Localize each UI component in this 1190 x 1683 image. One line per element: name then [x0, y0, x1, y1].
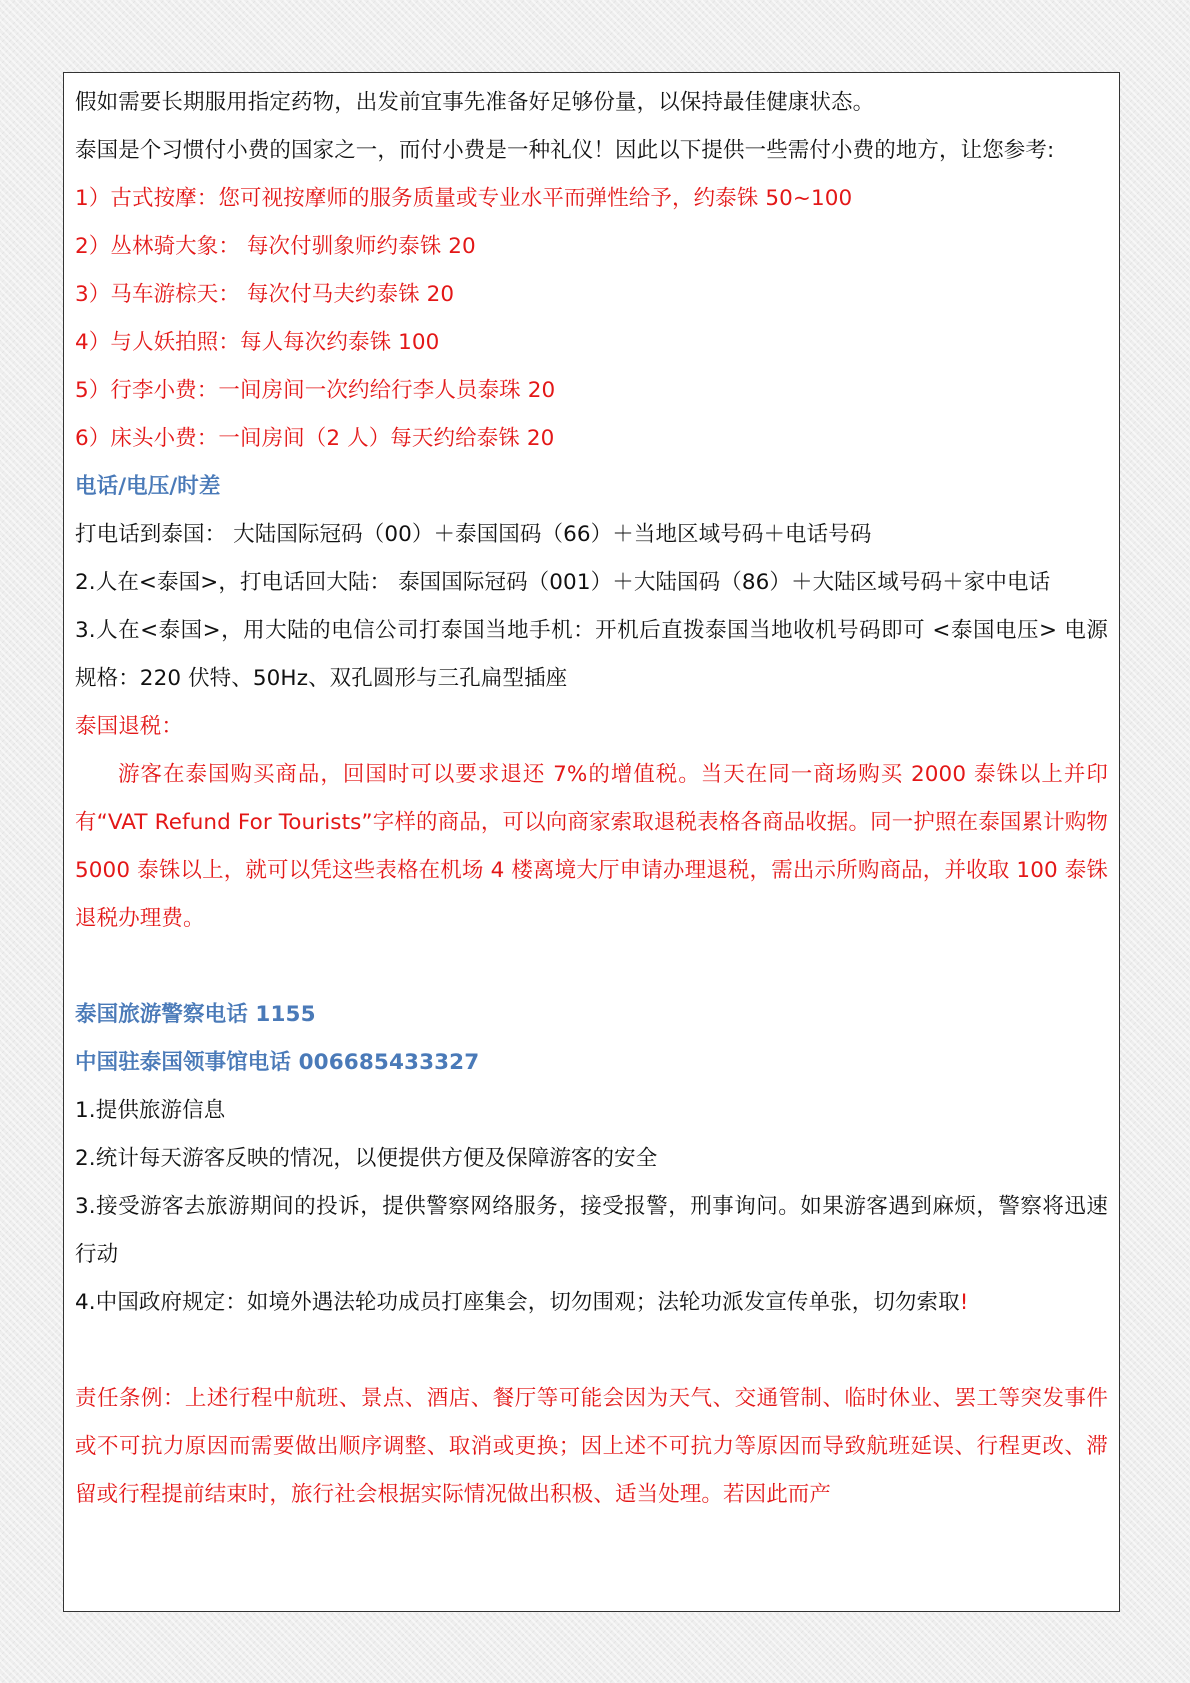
spacer: [75, 1327, 1108, 1375]
document-frame: [63, 72, 1120, 1612]
tip-item-luggage: 5）行李小费：一间房间一次约给行李人员泰珠 20: [75, 378, 556, 403]
medicine-note: 假如需要长期服用指定药物，出发前宜事先准备好足够份量，以保持最佳健康状态。: [75, 90, 875, 115]
spacer: [75, 943, 1108, 991]
tip-item-elephant: 2）丛林骑大象： 每次付驯象师约泰铢 20: [75, 234, 476, 259]
tip-item-massage: 1）古式按摩：您可视按摩师的服务质量或专业水平而弹性给予，约泰铢 50~100: [75, 186, 853, 211]
tax-heading: 泰国退税：: [75, 714, 184, 739]
service-item-4: [75, 1279, 1108, 1327]
exclamation-mark: !: [959, 1290, 969, 1315]
tip-item-photo: 4）与人妖拍照：每人每次约泰铢 100: [75, 330, 440, 355]
phone-heading: 电话/电压/时差: [75, 474, 221, 499]
tip-item-carriage: 3）马车游棕天： 每次付马夫约泰铢 20: [75, 282, 455, 307]
service-item-2: 2.统计每天游客反映的情况，以便提供方便及保障游客的安全: [75, 1146, 658, 1171]
tip-item-bedside: 6）床头小费：一间房间（2 人）每天约给泰铢 20: [75, 426, 555, 451]
service-item-3: 3.接受游客去旅游期间的投诉，提供警察网络服务，接受报警，刑事询问。如果游客遇到麻烦，警察将迅速行动: [75, 1194, 1108, 1267]
service-item-4-text: 4.中国政府规定：如境外遇法轮功成员打座集会，切勿围观；法轮功派发宣传单张，切勿索取: [75, 1290, 960, 1315]
phone-line-1: 打电话到泰国： 大陆国际冠码（00）＋泰国国码（66）＋当地区域号码＋电话号码: [75, 522, 872, 547]
police-heading: 泰国旅游警察电话 1155: [75, 1002, 316, 1027]
phone-line-2: 2.人在<泰国>，打电话回大陆： 泰国国际冠码（001）＋大陆国码（86）＋大陆区域号码＋家中电话: [75, 570, 1051, 595]
tax-body: 游客在泰国购买商品，回国时可以要求退还 7%的增值税。当天在同一商场购买 2000 泰铢以上并印有“VAT Refund For Tourists”字样的商品，可以向商家索取退税表格各商品收据。同一护照在泰国累计购物 5000 泰铢以上，就可以凭这些表格在机场 4 楼离境大厅申请办理退税，需出示所购商品，并收取 100 泰铢退税办理费。: [75, 762, 1108, 931]
service-item-1: 1.提供旅游信息: [75, 1098, 226, 1123]
liability-clause: 责任条例：上述行程中航班、景点、酒店、餐厅等可能会因为天气、交通管制、临时休业、罢工等突发事件或不可抗力原因而需要做出顺序调整、取消或更换；因上述不可抗力等原因而导致航班延误、行程更改、滞留或行程提前结束时，旅行社会根据实际情况做出积极、适当处理。若因此而产: [75, 1386, 1108, 1507]
consulate-heading: 中国驻泰国领事馆电话 006685433327: [75, 1050, 480, 1075]
document-body: [75, 79, 1108, 1519]
tipping-intro: 泰国是个习惯付小费的国家之一，而付小费是一种礼仪！因此以下提供一些需付小费的地方，让您参考:: [75, 138, 1055, 163]
phone-line-3: 3.人在<泰国>，用大陆的电信公司打泰国当地手机：开机后直拨泰国当地收机号码即可 <泰国电压> 电源规格：220 伏特、50Hz、双孔圆形与三孔扁型插座: [75, 618, 1108, 691]
